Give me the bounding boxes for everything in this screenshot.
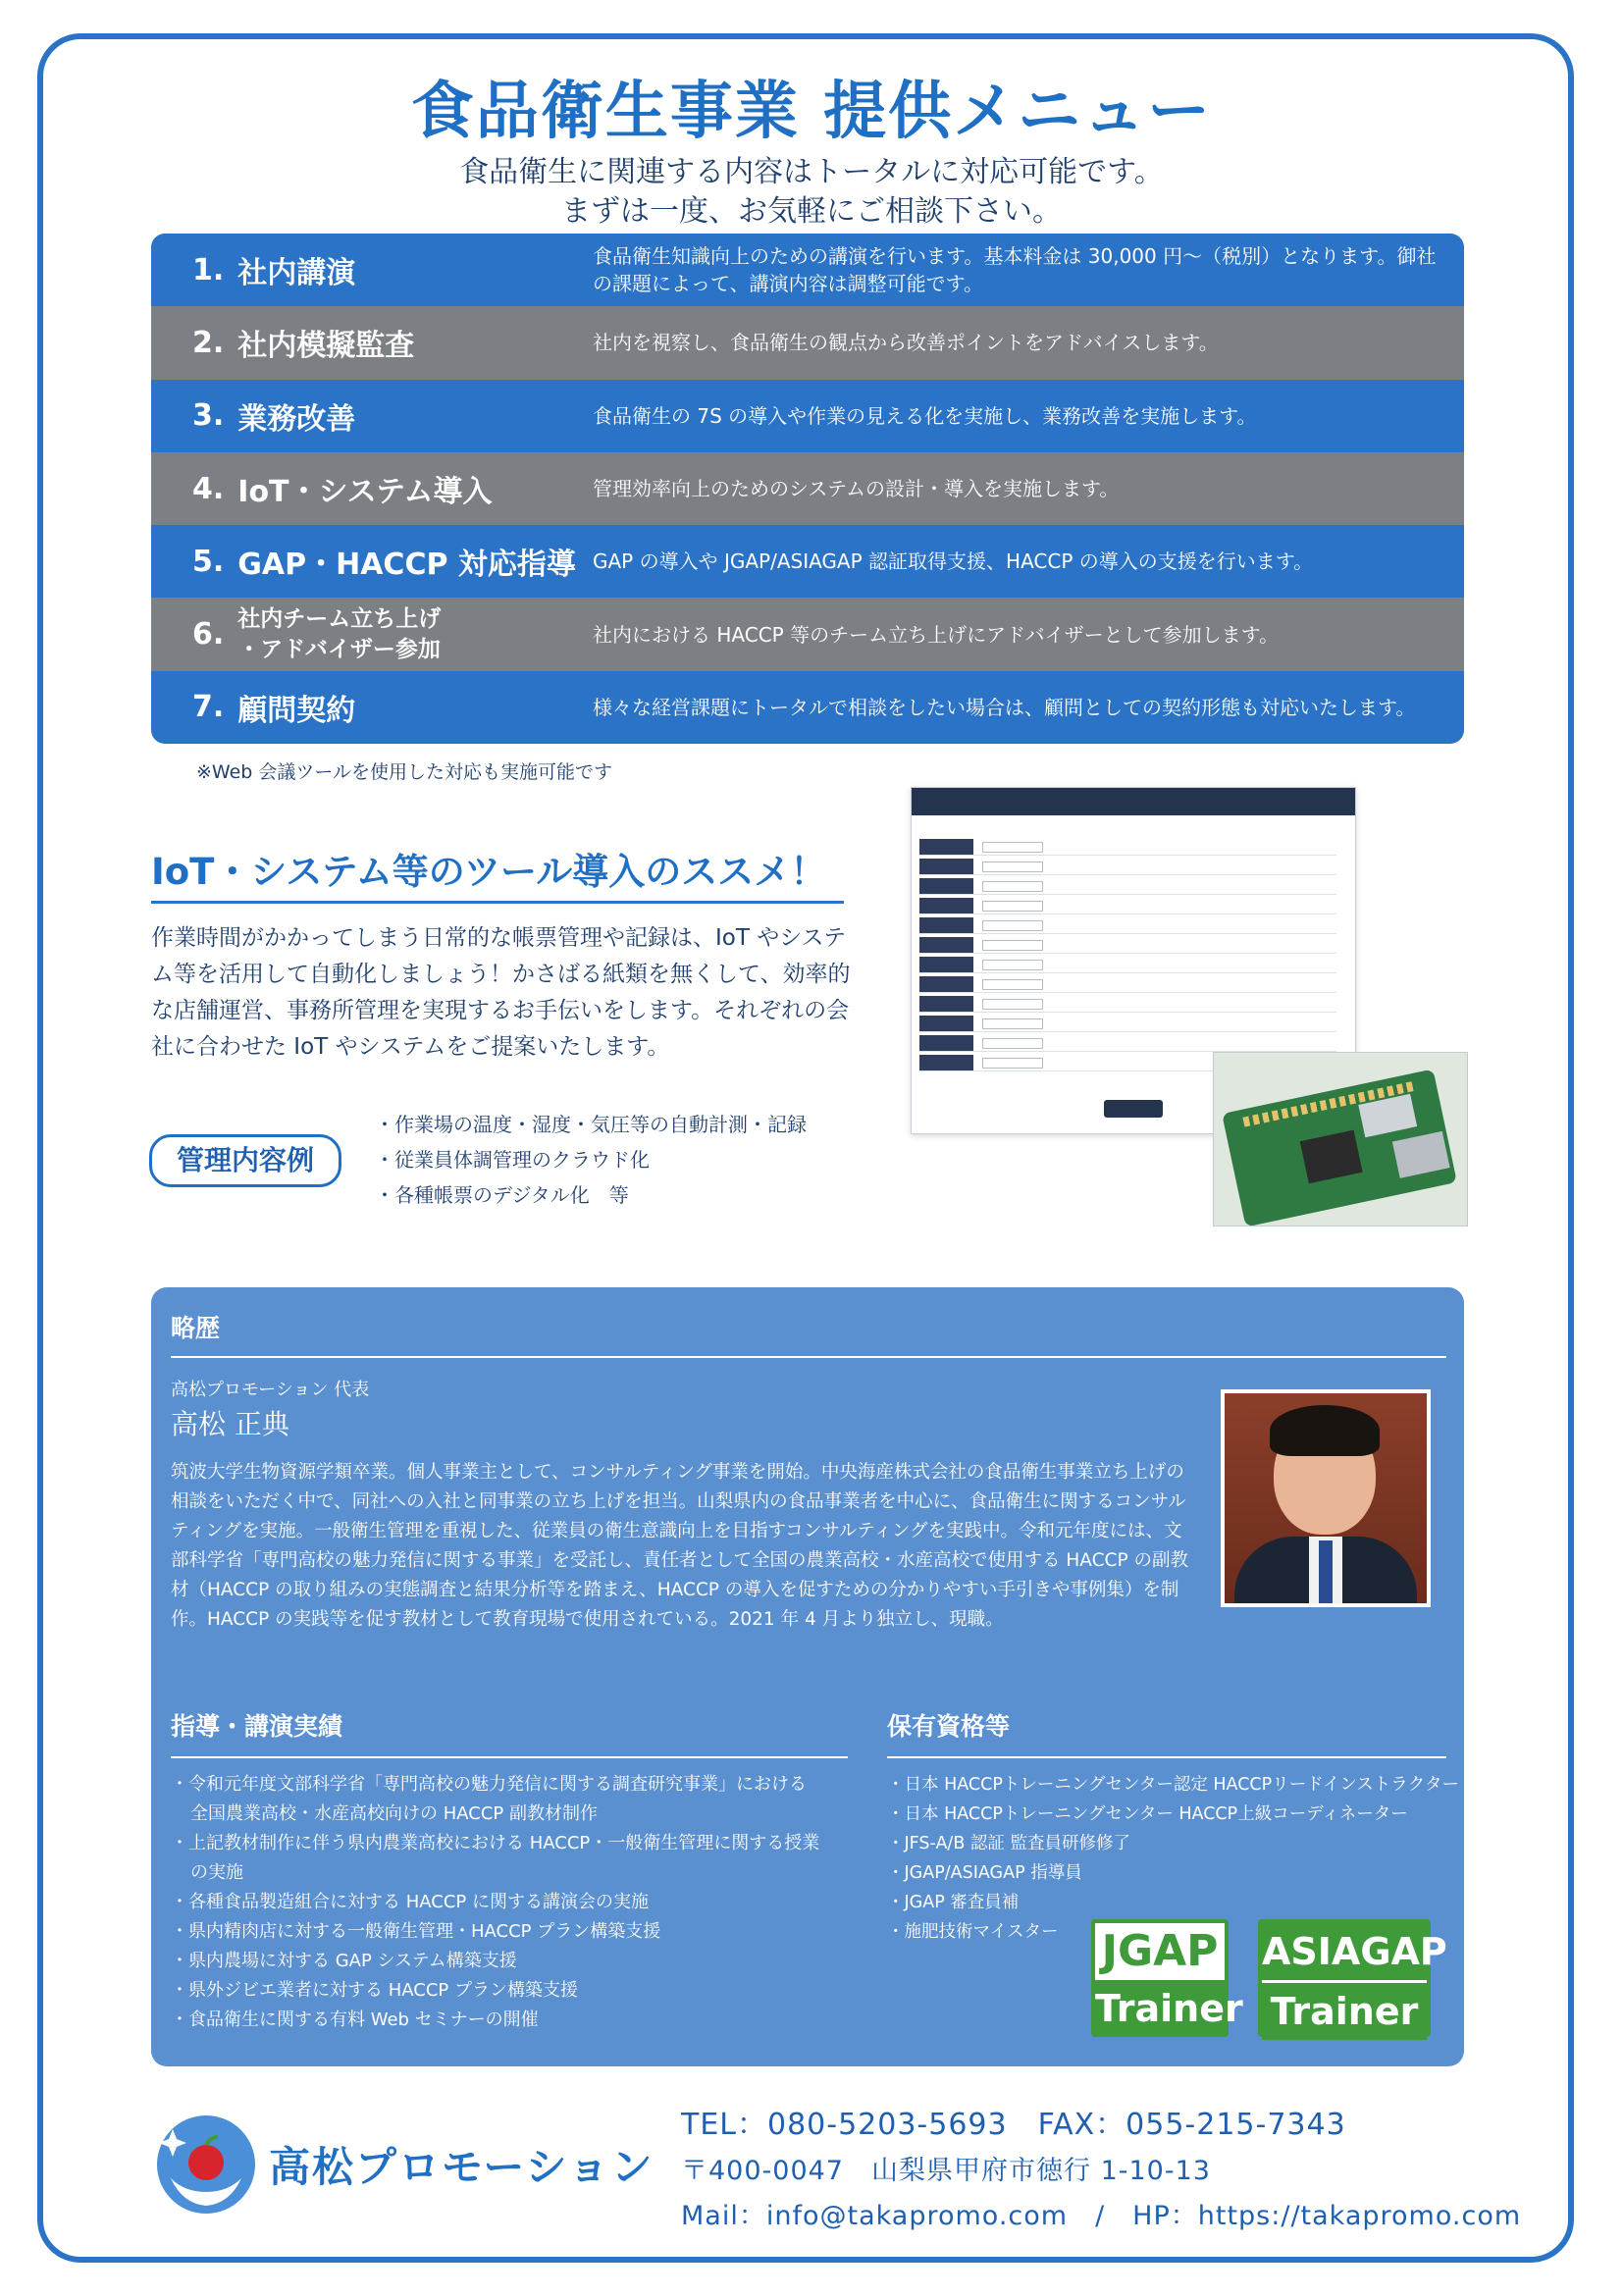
menu-row-desc: GAP の導入や JGAP/ASIAGAP 認証取得支援、HACCP の導入の支援を行います。 [593, 549, 1314, 574]
list-item: ・ 施肥技術マイスター [887, 1917, 1459, 1947]
page-subtitle-1: 食品衛生に関連する内容はトータルに対応可能です。 [459, 155, 1164, 189]
menu-row-number: 1. [192, 252, 225, 287]
contact-address: 〒400-0047 山梨県甲府市徳行 1-10-13 [681, 2156, 1211, 2186]
list-item: ・ JFS-A/B 認証 監査員研修修了 [887, 1829, 1459, 1858]
achievements-divider [171, 1756, 848, 1758]
menu-row-label: IoT・システム導入 [237, 475, 493, 510]
list-item: ・ 上記教材制作に伴う県内農業高校における HACCP・一般衛生管理に関する授業 の実施 [171, 1829, 819, 1888]
menu-row-number: 5. [192, 544, 225, 579]
menu-row-desc: 社内を視察し、食品衛生の観点から改善ポイントをアドバイスします。 [593, 331, 1219, 355]
menu-row-desc: 食品衛生の 7S の導入や作業の見える化を実施し、業務改善を実施します。 [593, 403, 1257, 428]
menu-row-number: 4. [192, 471, 225, 506]
list-item: ・ 食品衛生に関する有料 Web セミナーの開催 [171, 2006, 819, 2035]
menu-row-6 [151, 598, 1464, 670]
menu-row-desc: 食品衛生知識向上のための講演を行います。基本料金は 30,000 円～（税別）となります。御社の課題によって、講演内容は調整可能です。 [593, 244, 1437, 296]
menu-row-label-line1: 社内チーム立ち上げ [237, 605, 442, 632]
menu-row-2 [151, 306, 1464, 379]
jgap-trainer-logo: JGAP Trainer [1091, 1919, 1229, 2037]
menu-row-label: 顧問契約 [237, 693, 356, 728]
page-subtitle-2: まずは一度、お気軽にご相談下さい。 [561, 194, 1062, 229]
list-item: ・ 日本 HACCPトレーニングセンター HACCP上級コーディネーター [887, 1800, 1459, 1829]
list-item: ・従業員体調管理のクラウド化 [375, 1148, 650, 1172]
profile-photo [1221, 1389, 1431, 1607]
screenshot-submit-button [1104, 1100, 1163, 1118]
list-item: ・ 各種食品製造組合に対する HACCP に関する講演会の実施 [171, 1888, 819, 1917]
screenshot-header-bar [912, 788, 1355, 815]
qualifications-divider [887, 1756, 1446, 1758]
achievements-heading: 指導・講演実績 [171, 1712, 343, 1741]
management-examples-badge: 管理内容例 [149, 1134, 341, 1187]
menu-row-number: 7. [192, 690, 225, 725]
menu-row-4 [151, 452, 1464, 525]
contact-mail-hp[interactable]: Mail：info@takapromo.com / HP：https://takapromo.com [681, 2201, 1522, 2231]
menu-row-3 [151, 380, 1464, 452]
list-item: ・ 日本 HACCPトレーニングセンター認定 HACCPリードインストラクター [887, 1770, 1459, 1800]
menu-row-label: 社内模擬監査 [237, 329, 415, 364]
list-item: ・ JGAP 審査員補 [887, 1888, 1459, 1917]
list-item: ・作業場の温度・湿度・気圧等の自動計測・記録 [375, 1113, 807, 1136]
management-examples-list [375, 1107, 807, 1213]
list-item: ・ JGAP/ASIAGAP 指導員 [887, 1858, 1459, 1888]
service-menu-table [151, 234, 1464, 744]
achievements-list [171, 1770, 819, 2035]
menu-row-desc: 社内における HACCP 等のチーム立ち上げにアドバイザーとして参加します。 [593, 622, 1280, 647]
contact-tel-fax: TEL：080-5203-5693 FAX：055-215-7343 [681, 2108, 1346, 2142]
profile-divider [171, 1356, 1446, 1358]
menu-row-number: 6. [192, 617, 225, 652]
raspberry-pi-board-image [1213, 1052, 1468, 1226]
menu-row-label-line2: ・アドバイザー参加 [237, 636, 441, 662]
web-meeting-note: ※Web 会議ツールを使用した対応も実施可能です [196, 761, 613, 783]
menu-row-label: GAP・HACCP 対応指導 [237, 548, 576, 583]
menu-row-desc: 管理効率向上のためのシステムの設計・導入を実施します。 [593, 477, 1120, 501]
profile-paragraph: 筑波大学生物資源学類卒業。個人事業主として、コンサルティング事業を開始。中央海産株式会社の食品衛生事業立ち上げの相談をいただく中で、同社への入社と同事業の立ち上げを担当。山梨県内の食品事業者を中心に、食品衛生に関するコンサルティングを実施。一般衛生管理を重視した、従業員の衛生意識向上を目指すコンサルティングを実践中。令和元年度には、文部科学省「専門高校の魅力発信に関する事業」を受託し、責任者として全国の農業高校・水産高校で使用する HACCP の副教材（HACCP の取り組みの実態調査と結果分析等を踏まえ、HACCP の導入を促すための分かりやすい手引きや事例集）を制作。HACCP の実践等を促す教材として教育現場で使用されている。2021 年 4 月より独立し、現職。 [171, 1462, 1188, 1630]
asiagap-trainer-logo: ASIAGAP Trainer [1258, 1919, 1431, 2037]
iot-heading-underline [151, 901, 844, 904]
iot-heading: IoT・システム等のツール導入のススメ！ [151, 851, 827, 893]
menu-row-1 [151, 234, 1464, 306]
profile-name: 高松 正典 [171, 1408, 289, 1440]
menu-row-5 [151, 525, 1464, 598]
list-item: ・各種帳票のデジタル化 等 [375, 1183, 629, 1207]
list-item: ・ 県内精肉店に対する一般衛生管理・HACCP プラン構築支援 [171, 1917, 819, 1947]
page-title: 食品衛生事業 提供メニュー [410, 76, 1213, 148]
iot-paragraph: 作業時間がかかってしまう日常的な帳票管理や記録は、IoT やシステム等を活用して自動化しましょう！かさばる紙類を無くして、効率的な店舗運営、事務所管理を実現するお手伝いをします。それぞれの会社に合わせた IoT やシステムをご提案いたします。 [151, 925, 851, 1060]
menu-row-number: 3. [192, 398, 225, 434]
menu-row-label: 業務改善 [237, 401, 356, 437]
profile-org-title: 高松プロモーション 代表 [171, 1380, 370, 1400]
list-item: ・ 令和元年度文部科学省「専門高校の魅力発信に関する調査研究事業」における 全国農業高校・水産高校向けの HACCP 副教材制作 [171, 1770, 819, 1829]
list-item: ・ 県内農場に対する GAP システム構築支援 [171, 1947, 819, 1976]
company-name: 高松プロモーション [269, 2143, 654, 2191]
list-item: ・ 県外ジビエ業者に対する HACCP プラン構築支援 [171, 1976, 819, 2006]
menu-row-label: 社内講演 [237, 256, 356, 291]
qualifications-heading: 保有資格等 [887, 1712, 1011, 1741]
profile-heading: 略歴 [171, 1314, 221, 1342]
menu-row-desc: 様々な経営課題にトータルで相談をしたい場合は、顧問としての契約形態も対応いたします。 [593, 695, 1416, 719]
menu-row-7 [151, 671, 1464, 744]
menu-row-number: 2. [192, 325, 225, 360]
company-logo-icon [153, 2110, 259, 2216]
